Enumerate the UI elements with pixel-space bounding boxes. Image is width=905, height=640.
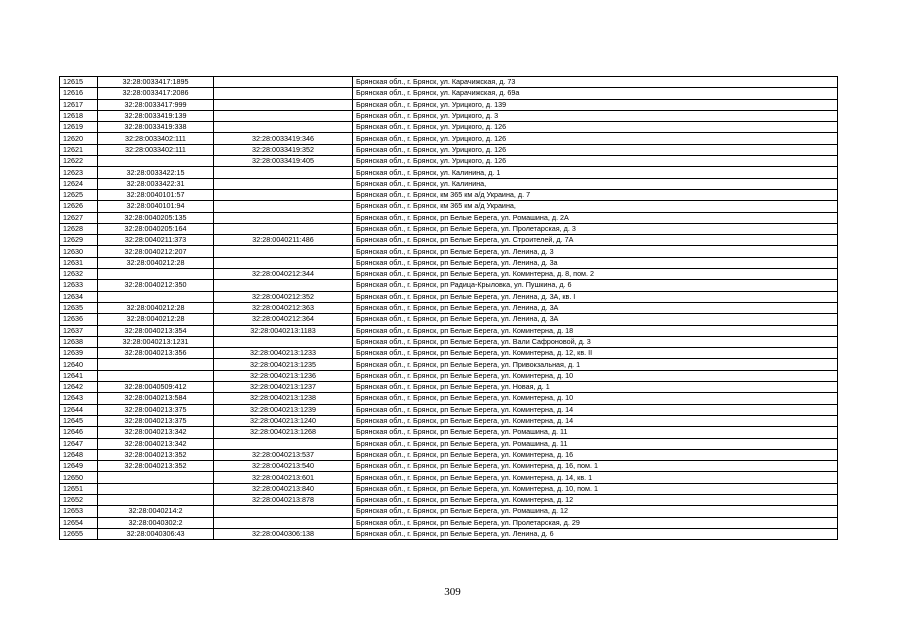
cadastral-number-cell: 32:28:0033419:338	[98, 122, 214, 133]
row-number-cell: 12641	[60, 370, 98, 381]
cadastral-number-cell	[98, 494, 214, 505]
table-row	[60, 461, 838, 472]
row-number-cell: 12653	[60, 506, 98, 517]
row-number-cell: 12617	[60, 99, 98, 110]
related-cadastral-number-cell	[214, 438, 353, 449]
table-row	[60, 99, 838, 110]
address-cell: Брянская обл., г. Брянск, ул. Урицкого, д. 126	[353, 144, 838, 155]
cadastral-number-cell	[98, 269, 214, 280]
cadastral-number-cell: 32:28:0033422:15	[98, 167, 214, 178]
row-number-cell: 12639	[60, 348, 98, 359]
related-cadastral-number-cell	[214, 178, 353, 189]
cadastral-number-cell: 32:28:0040212:350	[98, 280, 214, 291]
address-cell: Брянская обл., г. Брянск, рп Белые Берега, ул. Ленина, д. 3А, кв. I	[353, 291, 838, 302]
table-row	[60, 314, 838, 325]
row-number-cell: 12655	[60, 528, 98, 539]
related-cadastral-number-cell	[214, 189, 353, 200]
row-number-cell: 12644	[60, 404, 98, 415]
address-cell: Брянская обл., г. Брянск, ул. Урицкого, д. 126	[353, 122, 838, 133]
related-cadastral-number-cell: 32:28:0040213:1268	[214, 427, 353, 438]
cadastral-number-cell: 32:28:0040212:28	[98, 257, 214, 268]
row-number-cell: 12654	[60, 517, 98, 528]
cadastral-number-cell: 32:28:0040211:373	[98, 235, 214, 246]
cadastral-number-cell: 32:28:0040214:2	[98, 506, 214, 517]
table-row	[60, 122, 838, 133]
related-cadastral-number-cell: 32:28:0040213:1233	[214, 348, 353, 359]
table-row	[60, 144, 838, 155]
row-number-cell: 12621	[60, 144, 98, 155]
cadastral-number-cell: 32:28:0033417:2086	[98, 88, 214, 99]
cadastral-number-cell	[98, 291, 214, 302]
related-cadastral-number-cell: 32:28:0040306:138	[214, 528, 353, 539]
row-number-cell: 12635	[60, 302, 98, 313]
cadastral-number-cell: 32:28:0040302:2	[98, 517, 214, 528]
cadastral-number-cell: 32:28:0040213:352	[98, 461, 214, 472]
address-cell: Брянская обл., г. Брянск, ул. Калинина, д. 1	[353, 167, 838, 178]
table-row	[60, 302, 838, 313]
related-cadastral-number-cell: 32:28:0033419:405	[214, 156, 353, 167]
row-number-cell: 12632	[60, 269, 98, 280]
cadastral-number-cell: 32:28:0033417:1895	[98, 77, 214, 88]
table-row	[60, 257, 838, 268]
cadastral-number-cell: 32:28:0040212:207	[98, 246, 214, 257]
related-cadastral-number-cell	[214, 257, 353, 268]
address-cell: Брянская обл., г. Брянск, ул. Карачижская, д. 69а	[353, 88, 838, 99]
cadastral-number-cell	[98, 359, 214, 370]
row-number-cell: 12647	[60, 438, 98, 449]
cadastral-number-cell: 32:28:0040213:342	[98, 427, 214, 438]
address-cell: Брянская обл., г. Брянск, рп Белые Берега, ул. Ромашина, д. 11	[353, 438, 838, 449]
address-cell: Брянская обл., г. Брянск, рп Белые Берега, ул. Строителей, д. 7А	[353, 235, 838, 246]
related-cadastral-number-cell: 32:28:0040213:1238	[214, 393, 353, 404]
registry-table	[59, 76, 838, 540]
table-row	[60, 404, 838, 415]
cadastral-number-cell: 32:28:0033419:139	[98, 110, 214, 121]
table-row	[60, 528, 838, 539]
related-cadastral-number-cell: 32:28:0040213:878	[214, 494, 353, 505]
related-cadastral-number-cell	[214, 77, 353, 88]
table-row	[60, 415, 838, 426]
table-row	[60, 449, 838, 460]
table-row	[60, 494, 838, 505]
row-number-cell: 12615	[60, 77, 98, 88]
related-cadastral-number-cell	[214, 167, 353, 178]
row-number-cell: 12616	[60, 88, 98, 99]
table-row	[60, 370, 838, 381]
table-row	[60, 438, 838, 449]
related-cadastral-number-cell: 32:28:0040213:540	[214, 461, 353, 472]
related-cadastral-number-cell: 32:28:0040213:1240	[214, 415, 353, 426]
table-row	[60, 506, 838, 517]
cadastral-number-cell: 32:28:0040101:57	[98, 189, 214, 200]
row-number-cell: 12618	[60, 110, 98, 121]
row-number-cell: 12649	[60, 461, 98, 472]
table-row	[60, 167, 838, 178]
row-number-cell: 12642	[60, 382, 98, 393]
row-number-cell: 12646	[60, 427, 98, 438]
row-number-cell: 12651	[60, 483, 98, 494]
cadastral-number-cell: 32:28:0040205:135	[98, 212, 214, 223]
table-row	[60, 517, 838, 528]
cadastral-number-cell: 32:28:0040213:352	[98, 449, 214, 460]
row-number-cell: 12640	[60, 359, 98, 370]
address-cell: Брянская обл., г. Брянск, рп Белые Берега, ул. Пролетарская, д. 29	[353, 517, 838, 528]
table-row	[60, 269, 838, 280]
related-cadastral-number-cell	[214, 99, 353, 110]
address-cell: Брянская обл., г. Брянск, рп Белые Берега, ул. Вали Сафроновой, д. 3	[353, 336, 838, 347]
cadastral-number-cell: 32:28:0040205:164	[98, 223, 214, 234]
address-cell: Брянская обл., г. Брянск, ул. Карачижская, д. 73	[353, 77, 838, 88]
registry-table-body	[60, 77, 838, 540]
table-row	[60, 325, 838, 336]
address-cell: Брянская обл., г. Брянск, рп Белые Берега, ул. Коминтерна, д. 18	[353, 325, 838, 336]
cadastral-number-cell: 32:28:0040213:375	[98, 415, 214, 426]
cadastral-number-cell: 32:28:0033402:111	[98, 133, 214, 144]
row-number-cell: 12629	[60, 235, 98, 246]
related-cadastral-number-cell	[214, 517, 353, 528]
cadastral-number-cell: 32:28:0033402:111	[98, 144, 214, 155]
address-cell: Брянская обл., г. Брянск, ул. Урицкого, д. 126	[353, 133, 838, 144]
related-cadastral-number-cell: 32:28:0040213:1235	[214, 359, 353, 370]
related-cadastral-number-cell	[214, 280, 353, 291]
related-cadastral-number-cell: 32:28:0040211:486	[214, 235, 353, 246]
related-cadastral-number-cell: 32:28:0033419:346	[214, 133, 353, 144]
row-number-cell: 12627	[60, 212, 98, 223]
table-row	[60, 178, 838, 189]
table-row	[60, 348, 838, 359]
row-number-cell: 12624	[60, 178, 98, 189]
address-cell: Брянская обл., г. Брянск, рп Белые Берега, ул. Коминтерна, д. 8, пом. 2	[353, 269, 838, 280]
address-cell: Брянская обл., г. Брянск, ул. Урицкого, д. 3	[353, 110, 838, 121]
address-cell: Брянская обл., г. Брянск, рп Белые Берега, ул. Коминтерна, д. 16	[353, 449, 838, 460]
related-cadastral-number-cell: 32:28:0040212:363	[214, 302, 353, 313]
related-cadastral-number-cell: 32:28:0040213:1236	[214, 370, 353, 381]
address-cell: Брянская обл., г. Брянск, рп Белые Берега, ул. Пролетарская, д. 3	[353, 223, 838, 234]
related-cadastral-number-cell: 32:28:0033419:352	[214, 144, 353, 155]
row-number-cell: 12648	[60, 449, 98, 460]
cadastral-number-cell	[98, 483, 214, 494]
address-cell: Брянская обл., г. Брянск, рп Белые Берега, ул. Ленина, д. 3	[353, 246, 838, 257]
cadastral-number-cell: 32:28:0033422:31	[98, 178, 214, 189]
address-cell: Брянская обл., г. Брянск, рп Белые Берега, ул. Ленина, д. 3а	[353, 257, 838, 268]
related-cadastral-number-cell	[214, 110, 353, 121]
row-number-cell: 12643	[60, 393, 98, 404]
cadastral-number-cell: 32:28:0040213:584	[98, 393, 214, 404]
row-number-cell: 12638	[60, 336, 98, 347]
row-number-cell: 12622	[60, 156, 98, 167]
address-cell: Брянская обл., г. Брянск, рп Радица-Крыловка, ул. Пушкина, д. 6	[353, 280, 838, 291]
table-row	[60, 88, 838, 99]
related-cadastral-number-cell: 32:28:0040213:1239	[214, 404, 353, 415]
related-cadastral-number-cell: 32:28:0040213:1183	[214, 325, 353, 336]
table-row	[60, 223, 838, 234]
row-number-cell: 12626	[60, 201, 98, 212]
related-cadastral-number-cell	[214, 246, 353, 257]
address-cell: Брянская обл., г. Брянск, км 365 км а/д Украина,	[353, 201, 838, 212]
related-cadastral-number-cell: 32:28:0040212:344	[214, 269, 353, 280]
related-cadastral-number-cell: 32:28:0040213:1237	[214, 382, 353, 393]
address-cell: Брянская обл., г. Брянск, рп Белые Берега, ул. Ромашина, д. 11	[353, 427, 838, 438]
row-number-cell: 12650	[60, 472, 98, 483]
table-row	[60, 336, 838, 347]
related-cadastral-number-cell	[214, 336, 353, 347]
cadastral-number-cell: 32:28:0033417:999	[98, 99, 214, 110]
related-cadastral-number-cell: 32:28:0040213:601	[214, 472, 353, 483]
address-cell: Брянская обл., г. Брянск, рп Белые Берега, ул. Привокзальная, д. 1	[353, 359, 838, 370]
row-number-cell: 12631	[60, 257, 98, 268]
cadastral-number-cell: 32:28:0040213:354	[98, 325, 214, 336]
cadastral-number-cell: 32:28:0040213:356	[98, 348, 214, 359]
row-number-cell: 12619	[60, 122, 98, 133]
related-cadastral-number-cell: 32:28:0040213:537	[214, 449, 353, 460]
address-cell: Брянская обл., г. Брянск, рп Белые Берега, ул. Коминтерна, д. 14, кв. 1	[353, 472, 838, 483]
table-row	[60, 156, 838, 167]
cadastral-number-cell: 32:28:0040306:43	[98, 528, 214, 539]
cadastral-number-cell: 32:28:0040213:1231	[98, 336, 214, 347]
row-number-cell: 12628	[60, 223, 98, 234]
related-cadastral-number-cell	[214, 201, 353, 212]
table-row	[60, 201, 838, 212]
table-row	[60, 110, 838, 121]
address-cell: Брянская обл., г. Брянск, рп Белые Берега, ул. Коминтерна, д. 14	[353, 404, 838, 415]
row-number-cell: 12636	[60, 314, 98, 325]
table-row	[60, 359, 838, 370]
row-number-cell: 12637	[60, 325, 98, 336]
cadastral-number-cell: 32:28:0040213:375	[98, 404, 214, 415]
table-row	[60, 382, 838, 393]
table-row	[60, 246, 838, 257]
address-cell: Брянская обл., г. Брянск, рп Белые Берега, ул. Ромашина, д. 2А	[353, 212, 838, 223]
table-row	[60, 427, 838, 438]
table-row	[60, 483, 838, 494]
related-cadastral-number-cell	[214, 88, 353, 99]
row-number-cell: 12633	[60, 280, 98, 291]
address-cell: Брянская обл., г. Брянск, рп Белые Берега, ул. Ленина, д. 3А	[353, 302, 838, 313]
address-cell: Брянская обл., г. Брянск, рп Белые Берега, ул. Ленина, д. 3А	[353, 314, 838, 325]
address-cell: Брянская обл., г. Брянск, км 365 км а/д Украина, д. 7	[353, 189, 838, 200]
address-cell: Брянская обл., г. Брянск, рп Белые Берега, ул. Коминтерна, д. 10	[353, 393, 838, 404]
address-cell: Брянская обл., г. Брянск, рп Белые Берега, ул. Коминтерна, д. 16, пом. 1	[353, 461, 838, 472]
cadastral-number-cell: 32:28:0040101:94	[98, 201, 214, 212]
related-cadastral-number-cell	[214, 223, 353, 234]
address-cell: Брянская обл., г. Брянск, ул. Урицкого, д. 139	[353, 99, 838, 110]
address-cell: Брянская обл., г. Брянск, ул. Калинина,	[353, 178, 838, 189]
table-row	[60, 393, 838, 404]
row-number-cell: 12652	[60, 494, 98, 505]
row-number-cell: 12630	[60, 246, 98, 257]
related-cadastral-number-cell	[214, 122, 353, 133]
table-row	[60, 472, 838, 483]
row-number-cell: 12623	[60, 167, 98, 178]
table-row	[60, 291, 838, 302]
cadastral-number-cell	[98, 370, 214, 381]
row-number-cell: 12645	[60, 415, 98, 426]
table-row	[60, 189, 838, 200]
cadastral-number-cell	[98, 472, 214, 483]
address-cell: Брянская обл., г. Брянск, рп Белые Берега, ул. Коминтерна, д. 12	[353, 494, 838, 505]
address-cell: Брянская обл., г. Брянск, рп Белые Берега, ул. Ленина, д. 6	[353, 528, 838, 539]
address-cell: Брянская обл., г. Брянск, рп Белые Берега, ул. Коминтерна, д. 10, пом. 1	[353, 483, 838, 494]
related-cadastral-number-cell: 32:28:0040213:840	[214, 483, 353, 494]
cadastral-number-cell: 32:28:0040213:342	[98, 438, 214, 449]
table-row	[60, 235, 838, 246]
row-number-cell: 12620	[60, 133, 98, 144]
table-row	[60, 280, 838, 291]
address-cell: Брянская обл., г. Брянск, ул. Урицкого, д. 126	[353, 156, 838, 167]
address-cell: Брянская обл., г. Брянск, рп Белые Берега, ул. Ромашина, д. 12	[353, 506, 838, 517]
row-number-cell: 12634	[60, 291, 98, 302]
table-row	[60, 133, 838, 144]
related-cadastral-number-cell: 32:28:0040212:352	[214, 291, 353, 302]
related-cadastral-number-cell	[214, 506, 353, 517]
address-cell: Брянская обл., г. Брянск, рп Белые Берега, ул. Коминтерна, д. 10	[353, 370, 838, 381]
page-number: 309	[444, 586, 461, 598]
related-cadastral-number-cell	[214, 212, 353, 223]
cadastral-number-cell: 32:28:0040212:28	[98, 302, 214, 313]
cadastral-number-cell: 32:28:0040509:412	[98, 382, 214, 393]
address-cell: Брянская обл., г. Брянск, рп Белые Берега, ул. Коминтерна, д. 12, кв. II	[353, 348, 838, 359]
row-number-cell: 12625	[60, 189, 98, 200]
related-cadastral-number-cell: 32:28:0040212:364	[214, 314, 353, 325]
address-cell: Брянская обл., г. Брянск, рп Белые Берега, ул. Коминтерна, д. 14	[353, 415, 838, 426]
cadastral-number-cell	[98, 156, 214, 167]
table-row	[60, 212, 838, 223]
cadastral-number-cell: 32:28:0040212:28	[98, 314, 214, 325]
table-row	[60, 77, 838, 88]
address-cell: Брянская обл., г. Брянск, рп Белые Берега, ул. Новая, д. 1	[353, 382, 838, 393]
